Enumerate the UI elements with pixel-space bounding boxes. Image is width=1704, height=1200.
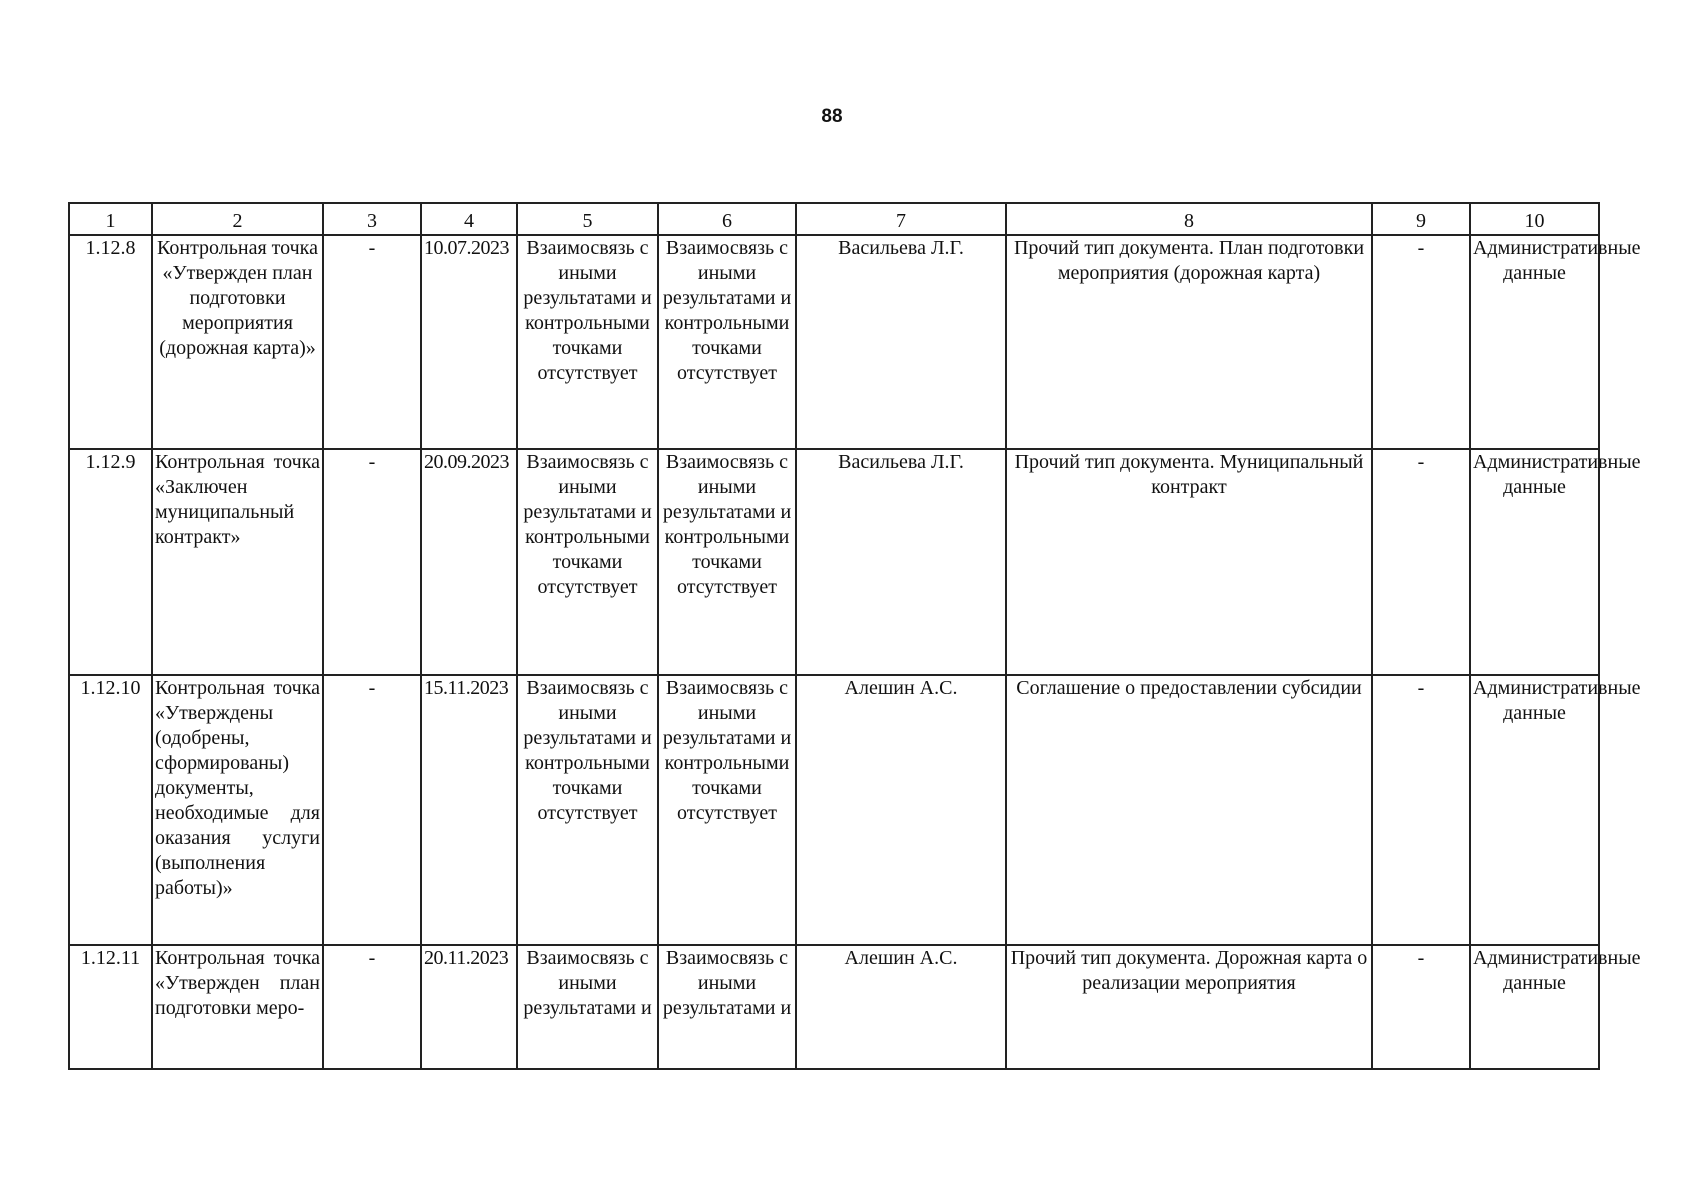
document-type: Прочий тип документа. Муниципальный контракт <box>1006 449 1372 675</box>
plan-table <box>68 202 1641 1070</box>
page-number: 88 <box>821 106 843 127</box>
col9-value: - <box>1372 235 1470 449</box>
col-header-2: 2 <box>152 203 323 235</box>
row-number: 1.12.8 <box>69 235 152 449</box>
col-header-10: 10 <box>1470 203 1599 235</box>
relation-results: Взаимосвязь с иными результатами и контрольными точками отсутствует <box>517 449 658 675</box>
row-number: 1.12.10 <box>69 675 152 945</box>
relation-results: Взаимосвязь с иными результатами и контрольными точками отсутствует <box>517 235 658 449</box>
col9-value: - <box>1372 449 1470 675</box>
checkpoint-name: Контрольная точка «Утвержден план подготовки мероприятия (дорожная карта)» <box>152 235 323 449</box>
header-row <box>69 203 1599 235</box>
table-row <box>69 945 1599 1069</box>
table-row <box>69 675 1599 945</box>
col-header-5: 5 <box>517 203 658 235</box>
due-date: 15.11.2023 <box>421 675 517 945</box>
due-date: 20.09.2023 <box>421 449 517 675</box>
checkpoint-name: Контрольная точка «Утвержден план подготовки меро- <box>152 945 323 1069</box>
col-header-4: 4 <box>421 203 517 235</box>
col-header-9: 9 <box>1372 203 1470 235</box>
col3-value: - <box>323 235 421 449</box>
relation-checkpoints: Взаимосвязь с иными результатами и <box>658 945 796 1069</box>
due-date: 20.11.2023 <box>421 945 517 1069</box>
table-row <box>69 235 1599 449</box>
col9-value: - <box>1372 675 1470 945</box>
responsible-person: Алешин А.С. <box>796 945 1006 1069</box>
checkpoint-name: Контрольная точка «Утверждены (одобрены, сформированы) документы, необходимые для оказания услуги (выполнения работы)» <box>152 675 323 945</box>
col-header-8: 8 <box>1006 203 1372 235</box>
relation-checkpoints: Взаимосвязь с иными результатами и контрольными точками отсутствует <box>658 449 796 675</box>
responsible-person: Васильева Л.Г. <box>796 235 1006 449</box>
relation-results: Взаимосвязь с иными результатами и контрольными точками отсутствует <box>517 675 658 945</box>
col-header-6: 6 <box>658 203 796 235</box>
due-date: 10.07.2023 <box>421 235 517 449</box>
col-header-1: 1 <box>69 203 152 235</box>
data-source: Административные данные <box>1470 449 1599 675</box>
responsible-person: Васильева Л.Г. <box>796 449 1006 675</box>
relation-checkpoints: Взаимосвязь с иными результатами и контрольными точками отсутствует <box>658 675 796 945</box>
relation-results: Взаимосвязь с иными результатами и <box>517 945 658 1069</box>
relation-checkpoints: Взаимосвязь с иными результатами и контрольными точками отсутствует <box>658 235 796 449</box>
table-row <box>69 449 1599 675</box>
row-number: 1.12.9 <box>69 449 152 675</box>
document-type: Прочий тип документа. План подготовки мероприятия (дорожная карта) <box>1006 235 1372 449</box>
row-number: 1.12.11 <box>69 945 152 1069</box>
checkpoint-name: Контрольная точка «Заключен муниципальный контракт» <box>152 449 323 675</box>
col-header-7: 7 <box>796 203 1006 235</box>
col9-value: - <box>1372 945 1470 1069</box>
data-source: Административные данные <box>1470 945 1599 1069</box>
document-type: Соглашение о предоставлении субсидии <box>1006 675 1372 945</box>
data-source: Административные данные <box>1470 675 1599 945</box>
col-header-3: 3 <box>323 203 421 235</box>
responsible-person: Алешин А.С. <box>796 675 1006 945</box>
col3-value: - <box>323 675 421 945</box>
col3-value: - <box>323 449 421 675</box>
data-source: Административные данные <box>1470 235 1599 449</box>
col3-value: - <box>323 945 421 1069</box>
document-type: Прочий тип документа. Дорожная карта о реализации мероприятия <box>1006 945 1372 1069</box>
